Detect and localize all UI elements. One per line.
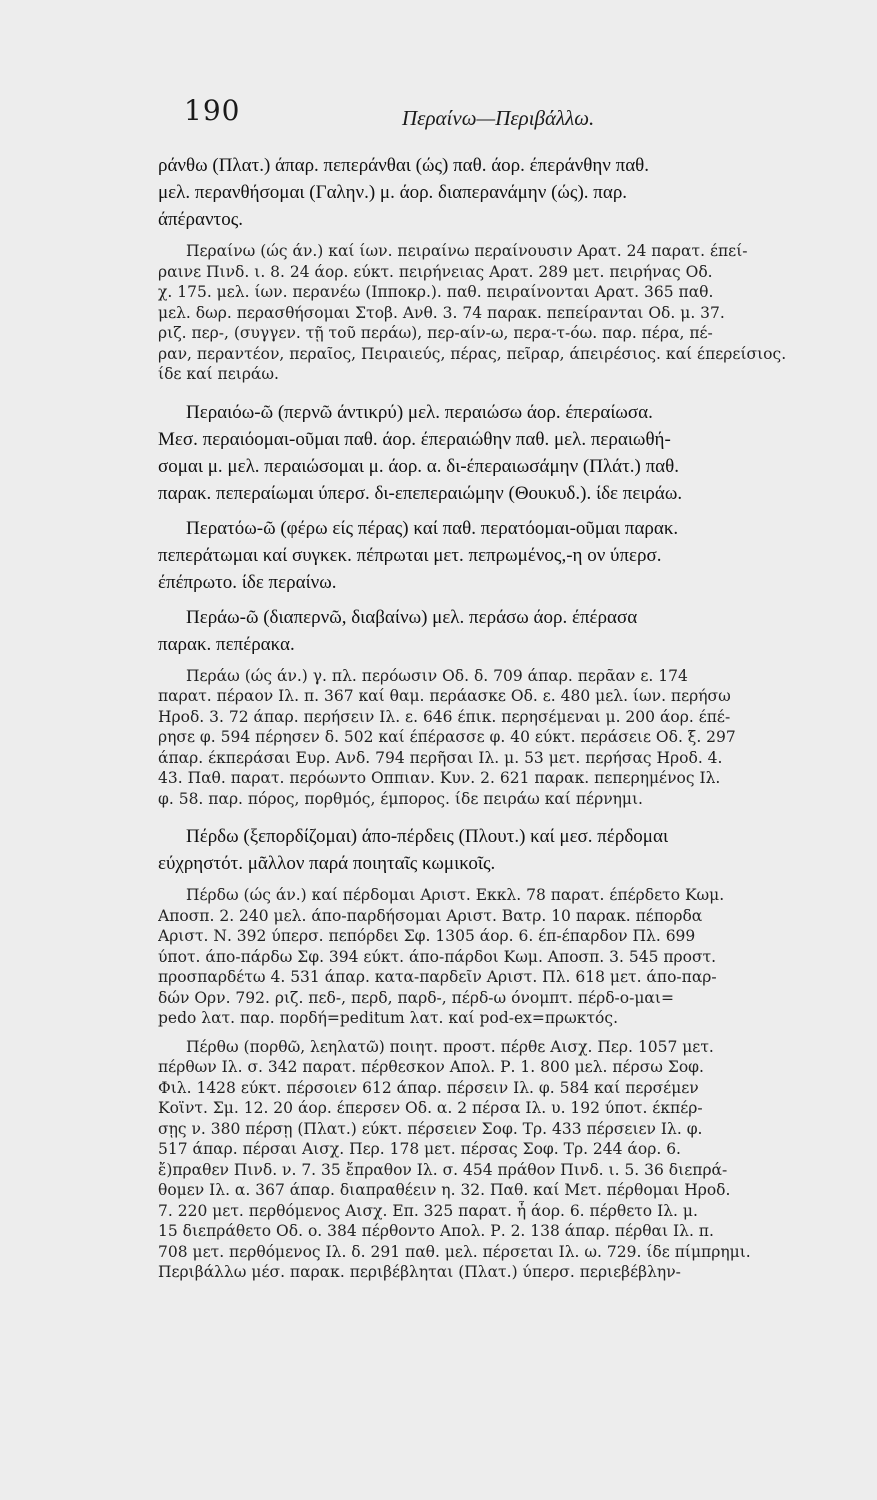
text-line: άπέραντος.	[158, 209, 243, 230]
text-line: Περαίνω (ώς άν.) καί ίων. πειραίνω περαίνουσιν Αρατ. 24 παρατ. έπεί-	[186, 242, 748, 260]
text-line: θομεν Ιλ. α. 367 άπαρ. διαπραθέειν η. 32. Παθ. καί Μετ. πέρθομαι Ηροδ.	[158, 1181, 731, 1199]
entry-detail-perdw	[158, 885, 848, 1029]
text-line: σῃς ν. 380 πέρσῃ (Πλατ.) εύκτ. πέρσειεν Σοφ. Τρ. 433 πέρσειεν Ιλ. φ.	[158, 1119, 703, 1138]
text-line: Περιβάλλω μέσ. παρακ. περιβέβληται (Πλατ.) ύπερσ. περιεβέβλην-	[158, 1263, 681, 1281]
page-number: 190	[184, 94, 241, 127]
text-line: άπαρ. έκπεράσαι Ευρ. Ανδ. 794 περῆσαι Ιλ. μ. 53 μετ. περήσας Ηροδ. 4.	[158, 748, 723, 767]
text-line: Περάω-ῶ (διαπερνῶ, διαβαίνω) μελ. περάσω άορ. έπέρασα	[186, 606, 638, 628]
entry-continuation	[158, 152, 848, 233]
text-line: χ. 175. μελ. ίων. περανέω (Ιπποκρ.). παθ. πειραίνονται Αρατ. 365 παθ.	[158, 283, 714, 301]
text-line: 7. 220 μετ. περθόμενος Αισχ. Επ. 325 παρατ. ἦ άορ. 6. πέρθετο Ιλ. μ.	[158, 1201, 698, 1220]
text-line: δών Ορν. 792. ριζ. πεδ-, περδ, παρδ-, πέρδ-ω όνομπτ. πέρδ-ο-μαι=	[158, 988, 674, 1007]
page-header	[150, 92, 850, 136]
text-line: Αποσπ. 2. 240 μελ. άπο-παρδήσομαι Αριστ. Βατρ. 10 παρακ. πέπορδα	[158, 906, 703, 925]
entry-peratow	[158, 515, 848, 596]
text-line: μελ. περανθήσομαι (Γαλην.) μ. άορ. διαπερανάμην (ώς). παρ.	[158, 182, 628, 203]
text-line: 708 μετ. περθόμενος Ιλ. δ. 291 παθ. μελ. πέρσεται Ιλ. ω. 729. ίδε πίμπρημι.	[158, 1242, 751, 1261]
entry-perdw	[158, 823, 848, 877]
text-line: Περατόω-ῶ (φέρω είς πέρας) καί παθ. περατόομαι-οῦμαι παρακ.	[186, 517, 679, 539]
text-line: Πέρδω (ώς άν.) καί πέρδομαι Αριστ. Εκκλ. 78 παρατ. έπέρδετο Κωμ.	[186, 886, 725, 904]
text-line: εύχρηστότ. μᾶλλον παρά ποιηταῖς κωμικοῖς.	[158, 853, 496, 874]
text-line: Πέρθω (πορθῶ, λεηλατῶ) ποιητ. προστ. πέρθε Αισχ. Περ. 1057 μετ.	[186, 1037, 714, 1056]
text-line: έπέπρωτο. ίδε περαίνω.	[158, 571, 337, 593]
entry-peribállw	[158, 1262, 848, 1283]
text-line: ύποτ. άπο-πάρδω Σφ. 394 εύκτ. άπο-πάρδοι Κωμ. Αποσπ. 3. 545 προστ.	[158, 947, 717, 966]
entry-perthw	[158, 1037, 848, 1263]
text-line: Ηροδ. 3. 72 άπαρ. περήσειν Ιλ. ε. 646 έπικ. περησέμεναι μ. 200 άορ. έπέ-	[158, 707, 731, 726]
text-line: ραν, περαντέον, περαῖος, Πειραιεύς, πέρας, πεῖραρ, άπειρέσιος. καί έπερείσιος.	[158, 344, 787, 363]
text-line: Περαιόω-ῶ (περνῶ άντικρύ) μελ. περαιώσω άορ. έπεραίωσα.	[186, 401, 653, 423]
running-head: Περαίνω—Περιβάλλω.	[402, 106, 595, 130]
text-line: παρατ. πέραον Ιλ. π. 367 καί θαμ. περάασκε Οδ. ε. 480 μελ. ίων. περήσω	[158, 687, 731, 705]
text-line: Αριστ. Ν. 392 ύπερσ. πεπόρδει Σφ. 1305 άορ. 6. έπ-έπαρδον Πλ. 699	[158, 927, 696, 945]
dictionary-body	[158, 152, 848, 1283]
text-line: ριζ. περ-, (συγγεν. τῇ τοῦ περάω), περ-αίν-ω, περα-τ-όω. παρ. πέρα, πέ-	[158, 324, 713, 342]
text-line: Φιλ. 1428 εύκτ. πέρσοιεν 612 άπαρ. πέρσειν Ιλ. φ. 584 καί περσέμεν	[158, 1078, 699, 1097]
entry-peraiow	[158, 399, 848, 507]
text-line: 15 διεπράθετο Οδ. ο. 384 πέρθοντο Απολ. Ρ. 2. 138 άπαρ. πέρθαι Ιλ. π.	[158, 1222, 714, 1240]
text-line: πέρθων Ιλ. σ. 342 παρατ. πέρθεσκον Απολ. Ρ. 1. 800 μελ. πέρσω Σοφ.	[158, 1058, 704, 1076]
entry-detail-perainw	[158, 241, 848, 385]
text-line: παρακ. πεπεραίωμαι ύπερσ. δι-επεπεραιώμην (Θουκυδ.). ίδε πειράω.	[158, 482, 683, 504]
text-line: 43. Παθ. παρατ. περόωντο Οππιαν. Κυν. 2. 621 παρακ. πεπερημένος Ιλ.	[158, 769, 721, 787]
text-line: ἔ)πραθεν Πινδ. ν. 7. 35 ἔπραθον Ιλ. σ. 454 πράθον Πινδ. ι. 5. 36 διεπρά-	[158, 1160, 728, 1179]
text-line: παρακ. πεπέρακα.	[158, 633, 295, 655]
text-line: πεπεράτωμαι καί συγκεκ. πέπρωται μετ. πεπρωμένος,-η ον ύπερσ.	[158, 544, 662, 566]
text-line: Κοϊντ. Σμ. 12. 20 άορ. έπερσεν Οδ. α. 2 πέρσα Ιλ. υ. 192 ύποτ. έκπέρ-	[158, 1099, 703, 1117]
text-line: σομαι μ. μελ. περαιώσομαι μ. άορ. α. δι-έπεραιωσάμην (Πλάτ.) παθ.	[158, 455, 679, 477]
text-line: φ. 58. παρ. πόρος, πορθμός, έμπορος. ίδε πειράω καί πέρνημι.	[158, 789, 643, 808]
text-line: ίδε καί πειράω.	[158, 365, 279, 383]
text-line: 517 άπαρ. πέρσαι Αισχ. Περ. 178 μετ. πέρσας Σοφ. Τρ. 244 άορ. 6.	[158, 1140, 681, 1158]
text-line: Περάω (ώς άν.) γ. πλ. περόωσιν Οδ. δ. 709 άπαρ. περᾶαν ε. 174	[186, 666, 688, 685]
text-line: ρησε φ. 594 πέρησεν δ. 502 καί έπέρασσε φ. 40 εύκτ. περάσειε Οδ. ξ. 297	[158, 728, 736, 746]
text-line: Πέρδω (ξεπορδίζομαι) άπο-πέρδεις (Πλουτ.) καί μεσ. πέρδομαι	[186, 826, 669, 847]
text-line: ράνθω (Πλατ.) άπαρ. πεπεράνθαι (ώς) παθ. άορ. έπεράνθην παθ.	[158, 155, 650, 176]
entry-detail-peraw	[158, 666, 848, 810]
entry-peraw	[158, 604, 848, 658]
text-line: pedo λατ. παρ. πορδή=peditum λατ. καί pod-ex=πρωκτός.	[158, 1009, 618, 1027]
text-line: μελ. δωρ. περασθήσομαι Στοβ. Ανθ. 3. 74 παρακ. πεπείρανται Οδ. μ. 37.	[158, 303, 725, 322]
text-line: προσπαρδέτω 4. 531 άπαρ. κατα-παρδεῖν Αριστ. Πλ. 618 μετ. άπο-παρ-	[158, 968, 717, 986]
text-line: Μεσ. περαιόομαι-οῦμαι παθ. άορ. έπεραιώθην παθ. μελ. περαιωθή-	[158, 428, 671, 450]
text-line: ραινε Πινδ. ι. 8. 24 άορ. εύκτ. πειρήνειας Αρατ. 289 μετ. πειρήνας Οδ.	[158, 262, 713, 281]
